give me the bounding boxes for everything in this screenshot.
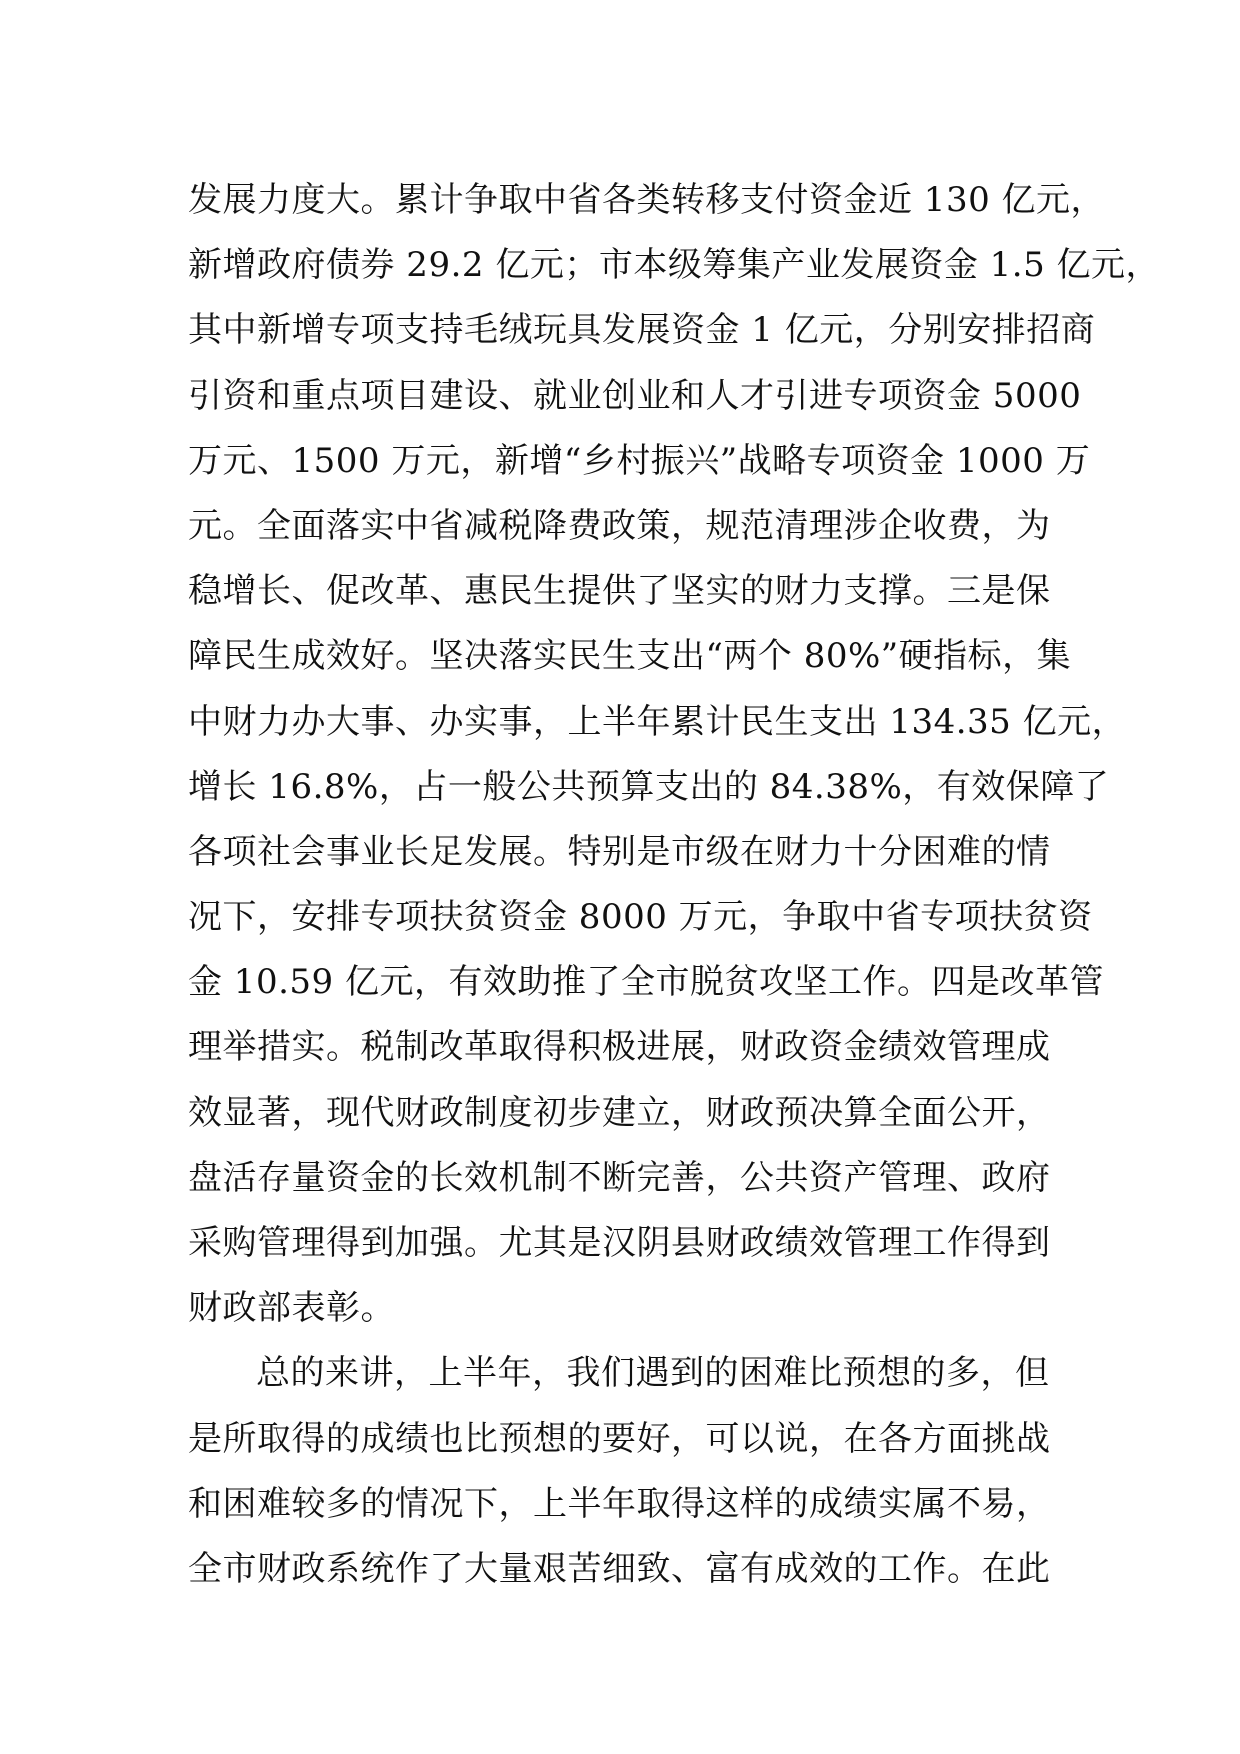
text-line: 增长 16.8%，占一般公共预算支出的 84.38%，有效保障了 <box>188 766 1110 807</box>
text-line: 新增政府债券 29.2 亿元；市本级筹集产业发展资金 1.5 亿元， <box>188 245 1161 286</box>
text-line: 万元、1500 万元，新增“乡村振兴”战略专项资金 1000 万 <box>188 440 1091 481</box>
text-line: 采购管理得到加强。尤其是汉阴县财政绩效管理工作得到 <box>188 1223 1051 1263</box>
text-line: 各项社会事业长足发展。特别是市级在财力十分困难的情 <box>188 831 1051 872</box>
text-line: 引资和重点项目建设、就业创业和人才引进专项资金 5000 <box>188 375 1082 416</box>
text-line: 金 10.59 亿元，有效助推了全市脱贫攻坚工作。四是改革管 <box>188 962 1104 1003</box>
text-line: 况下，安排专项扶贫资金 8000 万元，争取中省专项扶贫资 <box>188 897 1093 938</box>
text-line: 盘活存量资金的长效机制不断完善，公共资产管理、政府 <box>188 1157 1051 1198</box>
text-line: 财政部表彰。 <box>188 1288 395 1329</box>
text-line: 发展力度大。累计争取中省各类转移支付资金近 130 亿元， <box>188 180 1106 220</box>
text-line: 效显著，现代财政制度初步建立，财政预决算全面公开， <box>188 1092 1051 1133</box>
text-line: 是所取得的成绩也比预想的要好，可以说，在各方面挑战 <box>188 1418 1051 1459</box>
text-line: 全市财政系统作了大量艰苦细致、富有成效的工作。在此 <box>188 1548 1051 1589</box>
paragraph-first-line: 总的来讲，上半年，我们遇到的困难比预想的多，但 <box>256 1353 1050 1394</box>
body-text <box>188 168 1161 1602</box>
text-line: 中财力办大事、办实事，上半年累计民生支出 134.35 亿元， <box>188 701 1127 742</box>
text-line: 障民生成效好。坚决落实民生支出“两个 80%”硬指标，集 <box>188 636 1072 677</box>
text-line: 元。全面落实中省减税降费政策，规范清理涉企收费，为 <box>188 505 1051 546</box>
text-line: 稳增长、促改革、惠民生提供了坚实的财力支撑。三是保 <box>188 571 1051 612</box>
text-line: 理举措实。税制改革取得积极进展，财政资金绩效管理成 <box>188 1027 1051 1068</box>
text-line: 其中新增专项支持毛绒玩具发展资金 1 亿元，分别安排招商 <box>188 310 1096 351</box>
text-line: 和困难较多的情况下，上半年取得这样的成绩实属不易， <box>188 1483 1051 1524</box>
